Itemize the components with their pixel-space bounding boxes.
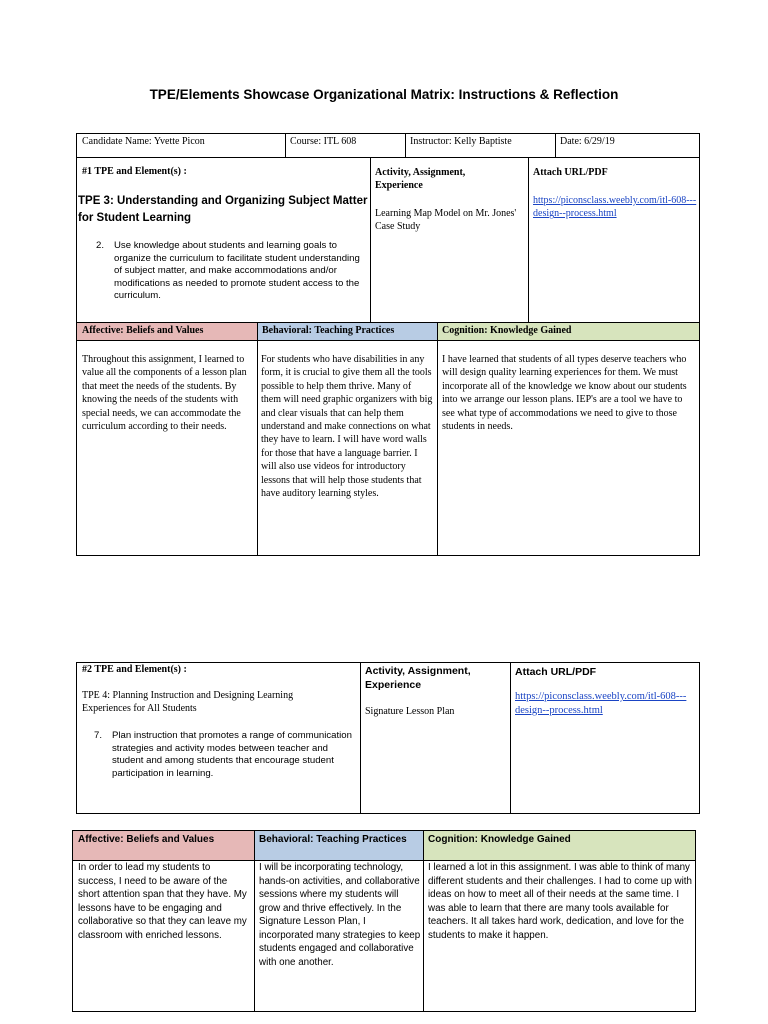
url-box-1 [533, 194, 698, 221]
affective-text-2: In order to lead my students to success, I need to be aware of the short attention span that they have. My lessons have to be engaging and collaborative so that they can leave my classroom with enriched lessons. [78, 862, 247, 941]
element-text: Plan instruction that promotes a range of communication strategies and activity modes between teacher and student and among students that encourage student participation in learning. [112, 730, 352, 779]
behavioral-text-2: I will be incorporating technology, hands-on activities, and collaborative sessions where my students will grow and thrive effectively. In the Signature Lesson Plan, I incorporated many strategies to keep students engaged and collaborative with one another. [259, 862, 421, 968]
instructor: Instructor: Kelly Baptiste [410, 136, 512, 147]
tpe-1-label: #1 TPE and Element(s) : [82, 166, 187, 177]
cognition-text-1: I have learned that students of all types deserve teachers who will design quality learning experiences for them. We must incorporate all of the knowledge we know about our students into we arrange our lesson plans. IEP's are a tool we have to see what type of accommodations we need to give to those students in needs. [442, 354, 687, 433]
behavioral-text-1: For students who have disabilities in any form, it is crucial to give them all the tools possible to help them thrive. Many of them will need graphic organizers with big and clear visuals that can help them understand and make connections on what they have to learn. I will have word walls for those that have a language barrier. I will also use videos for introductory lessons that will help those students that have auditory learning styles. [261, 354, 433, 500]
affective-text-1: Throughout this assignment, I learned to value all the components of a lesson plan that meet the needs of the students. By knowing the needs of the students with special needs, we can accommodate the curriculum according to their needs. [82, 354, 247, 433]
affective-label-1: Affective: Beliefs and Values [82, 325, 204, 336]
tpe-2-element [94, 730, 356, 780]
element-number: 2. [96, 240, 105, 251]
affective-label-2: Affective: Beliefs and Values [78, 834, 215, 845]
tpe-2-title: TPE 4: Planning Instruction and Designing Learning Experiences for All Students [82, 690, 294, 715]
cognition-label-2: Cognition: Knowledge Gained [428, 834, 571, 845]
element-number: 7. [94, 730, 103, 741]
portfolio-link-1[interactable]: https://piconsclass.weebly.com/itl-608---design--process.html [533, 195, 697, 220]
url-label-1: Attach URL/PDF [533, 167, 608, 178]
tpe-2-label: #2 TPE and Element(s) : [82, 664, 187, 675]
portfolio-link-2[interactable]: https://piconsclass.weebly.com/itl-608---design--process.html [515, 691, 687, 716]
activity-text-1: Learning Map Model on Mr. Jones' Case Study [375, 208, 517, 233]
cognition-label-1: Cognition: Knowledge Gained [442, 325, 572, 336]
behavioral-label-2: Behavioral: Teaching Practices [259, 834, 407, 845]
course: Course: ITL 608 [290, 136, 357, 147]
activity-label-1: Activity, Assignment, Experience [375, 167, 466, 192]
page-title: TPE/Elements Showcase Organizational Matrix: Instructions & Reflection [149, 87, 619, 102]
activity-text-2: Signature Lesson Plan [365, 706, 455, 717]
url-box-2 [515, 690, 697, 717]
tpe-1-element [96, 240, 366, 303]
cognition-text-2: I learned a lot in this assignment. I was able to think of many different students and their challenges. I had to come up with ideas on how to meet all of their needs at the same time. I was able to learn that there are many tools available for teachers. It all takes hard work, dedication, and love for the students to make it happen. [428, 862, 692, 941]
date: Date: 6/29/19 [560, 136, 615, 147]
element-text: Use knowledge about students and learning goals to organize the curriculum to facilitate student understanding of subject matter, and make accommodations and/or modifications as needed to promote student access to the curriculum. [114, 240, 360, 302]
url-label-2: Attach URL/PDF [515, 666, 597, 678]
behavioral-label-1: Behavioral: Teaching Practices [262, 325, 395, 336]
activity-label-2: Activity, Assignment, Experience [365, 665, 471, 691]
candidate-name: Candidate Name: Yvette Picon [82, 136, 205, 147]
tpe-1-title: TPE 3: Understanding and Organizing Subject Matter for Student Learning [78, 195, 368, 224]
